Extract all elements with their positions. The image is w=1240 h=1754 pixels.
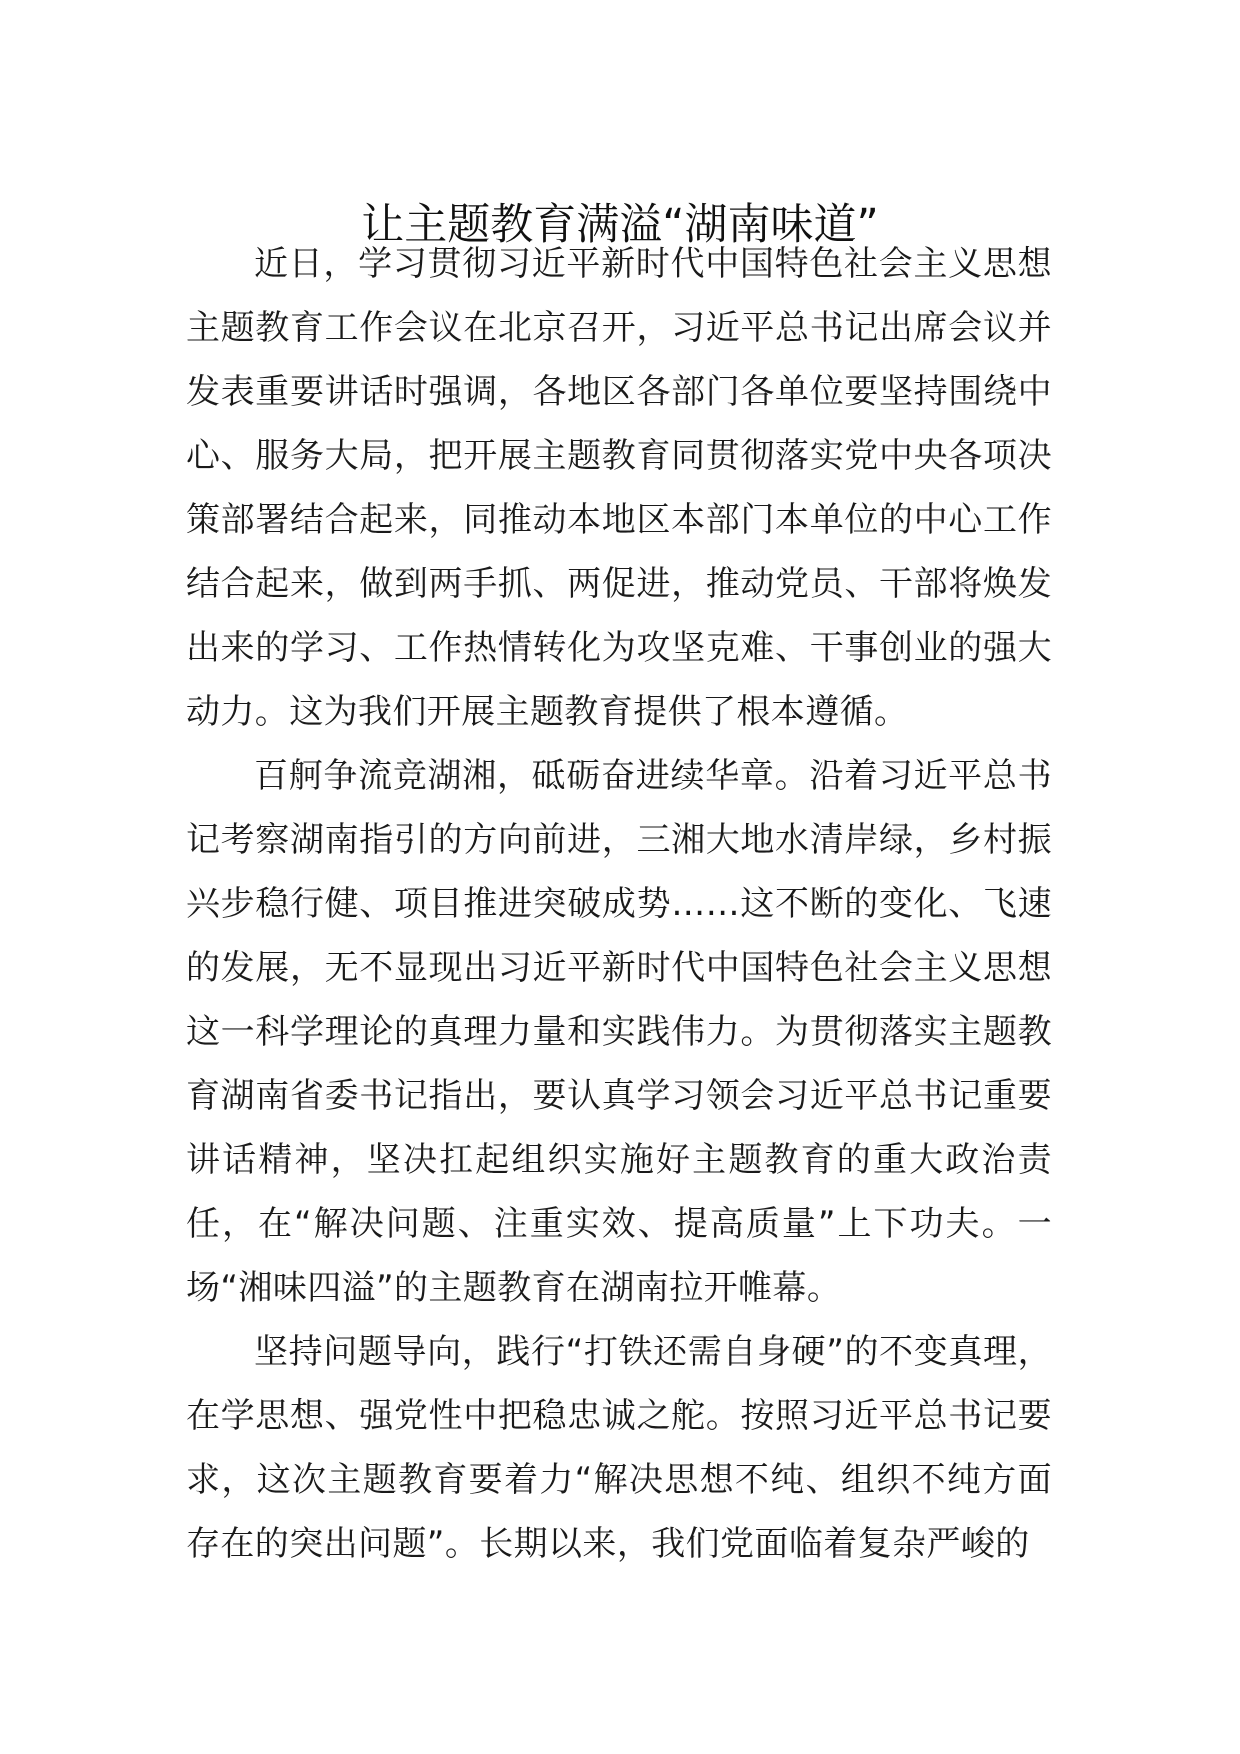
paragraph-2: 百舸争流竞湖湘，砥砺奋进续华章。沿着习近平总书记考察湖南指引的方向前进，三湘大地水清岸绿，乡村振兴步稳行健、项目推进突破成势……这不断的变化、飞速的发展，无不显现出习近平新时代中国特色社会主义思想这一科学理论的真理力量和实践伟力。为贯彻落实主题教育湖南省委书记指出，要认真学习领会习近平总书记重要讲话精神，坚决扛起组织实施好主题教育的重大政治责任，在“解决问题、注重实效、提高质量”上下功夫。一场“湘味四溢”的主题教育在湖南拉开帷幕。 [186,756,1052,1308]
paragraph-1: 近日，学习贯彻习近平新时代中国特色社会主义思想主题教育工作会议在北京召开，习近平总书记出席会议并发表重要讲话时强调，各地区各部门各单位要坚持围绕中心、服务大局，把开展主题教育同贯彻落实党中央各项决策部署结合起来，同推动本地区本部门本单位的中心工作结合起来，做到两手抓、两促进，推动党员、干部将焕发出来的学习、工作热情转化为攻坚克难、干事创业的强大动力。这为我们开展主题教育提供了根本遵循。 [186,244,1052,732]
document-title: 让主题教育满溢“湖南味道” [361,199,879,250]
document-body [186,232,1052,1576]
paragraph-3: 坚持问题导向，践行“打铁还需自身硬”的不变真理，在学思想、强党性中把稳忠诚之舵。按照习近平总书记要求，这次主题教育要着力“解决思想不纯、组织不纯方面存在的突出问题”。长期以来，我们党面临着复杂严峻的 [186,1332,1052,1564]
